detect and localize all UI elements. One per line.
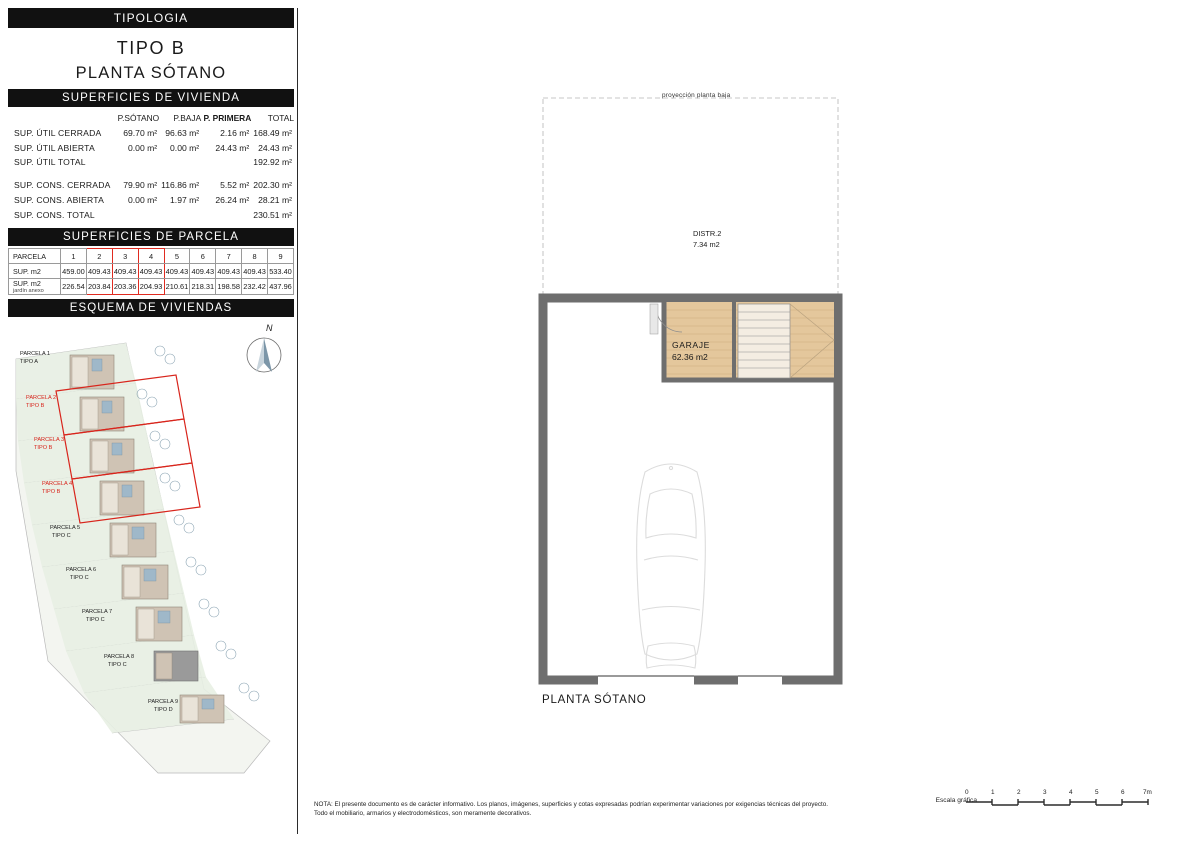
cell-value: 533.40 — [268, 264, 294, 279]
surfaces-header-2: P.BAJA — [173, 113, 202, 124]
cell-value: 24.43 m² — [258, 142, 292, 153]
cell-value: 0.00 m² — [170, 142, 200, 153]
cell-value: 409.43 — [138, 264, 164, 279]
plot-label: TIPO B — [42, 489, 61, 496]
table-row — [8, 140, 294, 155]
band-tipologia: TIPOLOGIA — [8, 8, 294, 28]
scale-tick-7: 7m — [1143, 789, 1152, 796]
plan-caption: PLANTA SÓTANO — [542, 694, 647, 706]
surfaces-header-0 — [8, 111, 116, 125]
cell-value: 96.63 m² — [165, 127, 200, 138]
legal-note — [314, 800, 914, 818]
plot-label: TIPO B — [26, 403, 45, 410]
row-label: SUP. m2 — [9, 264, 61, 279]
table-row — [8, 125, 294, 140]
north-arrow-icon — [236, 327, 292, 383]
plot-label: PARCELA 9 — [148, 699, 179, 706]
cell-value: 409.43 — [164, 264, 190, 279]
table-row-total — [8, 207, 294, 222]
scale-tick-3: 3 — [1043, 789, 1047, 796]
table-row-total — [8, 155, 294, 170]
plot-label: PARCELA 1 — [20, 351, 51, 358]
title-planta: PLANTA SÓTANO — [75, 64, 227, 82]
band-superficies-vivienda: SUPERFICIES DE VIVIENDA — [8, 89, 294, 107]
title-block — [8, 28, 294, 89]
projection-label: proyección planta baja — [662, 92, 731, 99]
cell-value: 232.42 — [242, 279, 268, 295]
cell-value: 409.43 — [242, 264, 268, 279]
cell-value: 218.31 — [190, 279, 216, 295]
plot-label: PARCELA 3 — [34, 437, 65, 444]
row-label-sub: jardín anexo — [13, 288, 44, 295]
plot-label: PARCELA 8 — [104, 654, 135, 661]
north-letter: N — [266, 323, 273, 334]
table-row — [8, 178, 294, 193]
cell-value: 437.96 — [268, 279, 294, 295]
cell-value: 192.92 m² — [253, 157, 292, 168]
left-info-panel — [8, 8, 294, 834]
cell-value: 4 — [138, 249, 164, 264]
cell-value: 3 — [112, 249, 138, 264]
row-label — [9, 279, 61, 295]
floor-plan-panel — [298, 8, 1183, 834]
scale-tick-2: 2 — [1017, 789, 1021, 796]
cell-value: 24.43 m² — [215, 142, 250, 153]
plot-label: PARCELA 6 — [66, 567, 97, 574]
cell-value: 202.30 m² — [253, 180, 292, 191]
surfaces-header-3: P. PRIMERA — [203, 113, 252, 124]
floor-plan-drawing — [538, 90, 1138, 700]
scale-tick-5: 5 — [1095, 789, 1099, 796]
cell-value: 1.97 m² — [170, 194, 200, 205]
table-row — [9, 249, 294, 264]
plot-label: TIPO B — [34, 445, 53, 452]
room-area: 62.36 m2 — [672, 352, 708, 362]
cell-value: 5 — [164, 249, 190, 264]
cell-value: 2.16 m² — [220, 127, 250, 138]
table-row — [8, 193, 294, 208]
cell-value: 7 — [216, 249, 242, 264]
cell-value: 409.43 — [216, 264, 242, 279]
cell-value: 79.90 m² — [123, 180, 158, 191]
cell-value: 9 — [268, 249, 294, 264]
cell-value: 0.00 m² — [128, 194, 158, 205]
cell-value: 204.93 — [138, 279, 164, 295]
parcela-table — [8, 248, 294, 295]
scale-tick-0: 0 — [965, 789, 969, 796]
surfaces-header-4: TOTAL — [267, 113, 294, 124]
plot-label: PARCELA 2 — [26, 395, 57, 402]
surfaces-header-row — [8, 111, 294, 125]
cell-value: 6 — [190, 249, 216, 264]
plot-label: TIPO C — [70, 575, 89, 582]
row-label: SUP. CONS. CERRADA — [14, 180, 111, 191]
graphic-scale — [965, 786, 1165, 812]
scale-label: Escala gráfica — [935, 797, 977, 804]
plot-label: TIPO C — [108, 662, 127, 669]
plot-label: PARCELA 4 — [42, 481, 73, 488]
note-line-2: Todo el mobiliario, armarios y electrodomésticos, son meramente decorativos. — [314, 810, 532, 817]
row-label: SUP. ÚTIL TOTAL — [14, 157, 86, 168]
cell-value: 0.00 m² — [128, 142, 158, 153]
surfaces-table — [8, 111, 294, 222]
table-row — [9, 264, 294, 279]
plot-label: PARCELA 7 — [82, 609, 113, 616]
cell-value: 2 — [86, 249, 112, 264]
cell-value: 198.58 — [216, 279, 242, 295]
plot-label: PARCELA 5 — [50, 525, 81, 532]
cell-value: 5.52 m² — [220, 180, 250, 191]
note-line-1: NOTA: El presente documento es de carácter informativo. Los planos, imágenes, superficies y cotas expresadas podrían experimentar variaciones por exigencias técnicas del proyecto. — [314, 801, 829, 808]
cell-value: 203.36 — [112, 279, 138, 295]
table-row — [9, 279, 294, 295]
plot-label: TIPO C — [52, 533, 71, 540]
plot-label: TIPO A — [20, 359, 39, 366]
title-tipo: TIPO B — [116, 38, 186, 58]
scale-tick-4: 4 — [1069, 789, 1073, 796]
surfaces-header-1: P.SÓTANO — [117, 113, 160, 124]
cell-value: 230.51 m² — [253, 209, 292, 220]
cell-value: 26.24 m² — [215, 194, 250, 205]
cell-value: 1 — [61, 249, 87, 264]
scale-tick-6: 6 — [1121, 789, 1125, 796]
cell-value: 116.86 m² — [161, 180, 200, 191]
cell-value: 8 — [242, 249, 268, 264]
room-label-distr — [693, 229, 721, 249]
cell-value: 409.43 — [86, 264, 112, 279]
cell-value: 28.21 m² — [258, 194, 292, 205]
cell-value: 168.49 m² — [253, 127, 292, 138]
row-label: SUP. ÚTIL CERRADA — [14, 127, 102, 138]
band-superficies-parcela: SUPERFICIES DE PARCELA — [8, 228, 294, 246]
floor-plan-svg — [538, 90, 1138, 700]
cell-value: 409.43 — [190, 264, 216, 279]
room-area: 7.34 m2 — [693, 240, 720, 249]
scale-tick-1: 1 — [991, 789, 995, 796]
parcela-table-wrap — [8, 248, 294, 295]
cell-value: 210.61 — [164, 279, 190, 295]
row-label-main: SUP. m2 — [13, 279, 41, 289]
plot-label: TIPO C — [86, 617, 105, 624]
cell-value: 203.84 — [86, 279, 112, 295]
room-label-garaje — [672, 340, 710, 362]
row-label: SUP. CONS. ABIERTA — [14, 194, 105, 205]
row-label: PARCELA — [9, 249, 61, 264]
room-name: DISTR.2 — [693, 229, 722, 238]
room-name: GARAJE — [672, 340, 710, 350]
site-plan-svg — [8, 321, 294, 776]
graphic-scale-svg — [965, 786, 1165, 812]
row-label: SUP. ÚTIL ABIERTA — [14, 142, 95, 153]
cell-value: 226.54 — [61, 279, 87, 295]
cell-value: 409.43 — [112, 264, 138, 279]
cell-value: 459.00 — [61, 264, 87, 279]
cell-value: 69.70 m² — [123, 127, 158, 138]
plot-label: TIPO D — [154, 707, 173, 714]
site-plan — [8, 321, 294, 776]
row-label: SUP. CONS. TOTAL — [14, 209, 95, 220]
band-esquema-viviendas: ESQUEMA DE VIVIENDAS — [8, 299, 294, 317]
